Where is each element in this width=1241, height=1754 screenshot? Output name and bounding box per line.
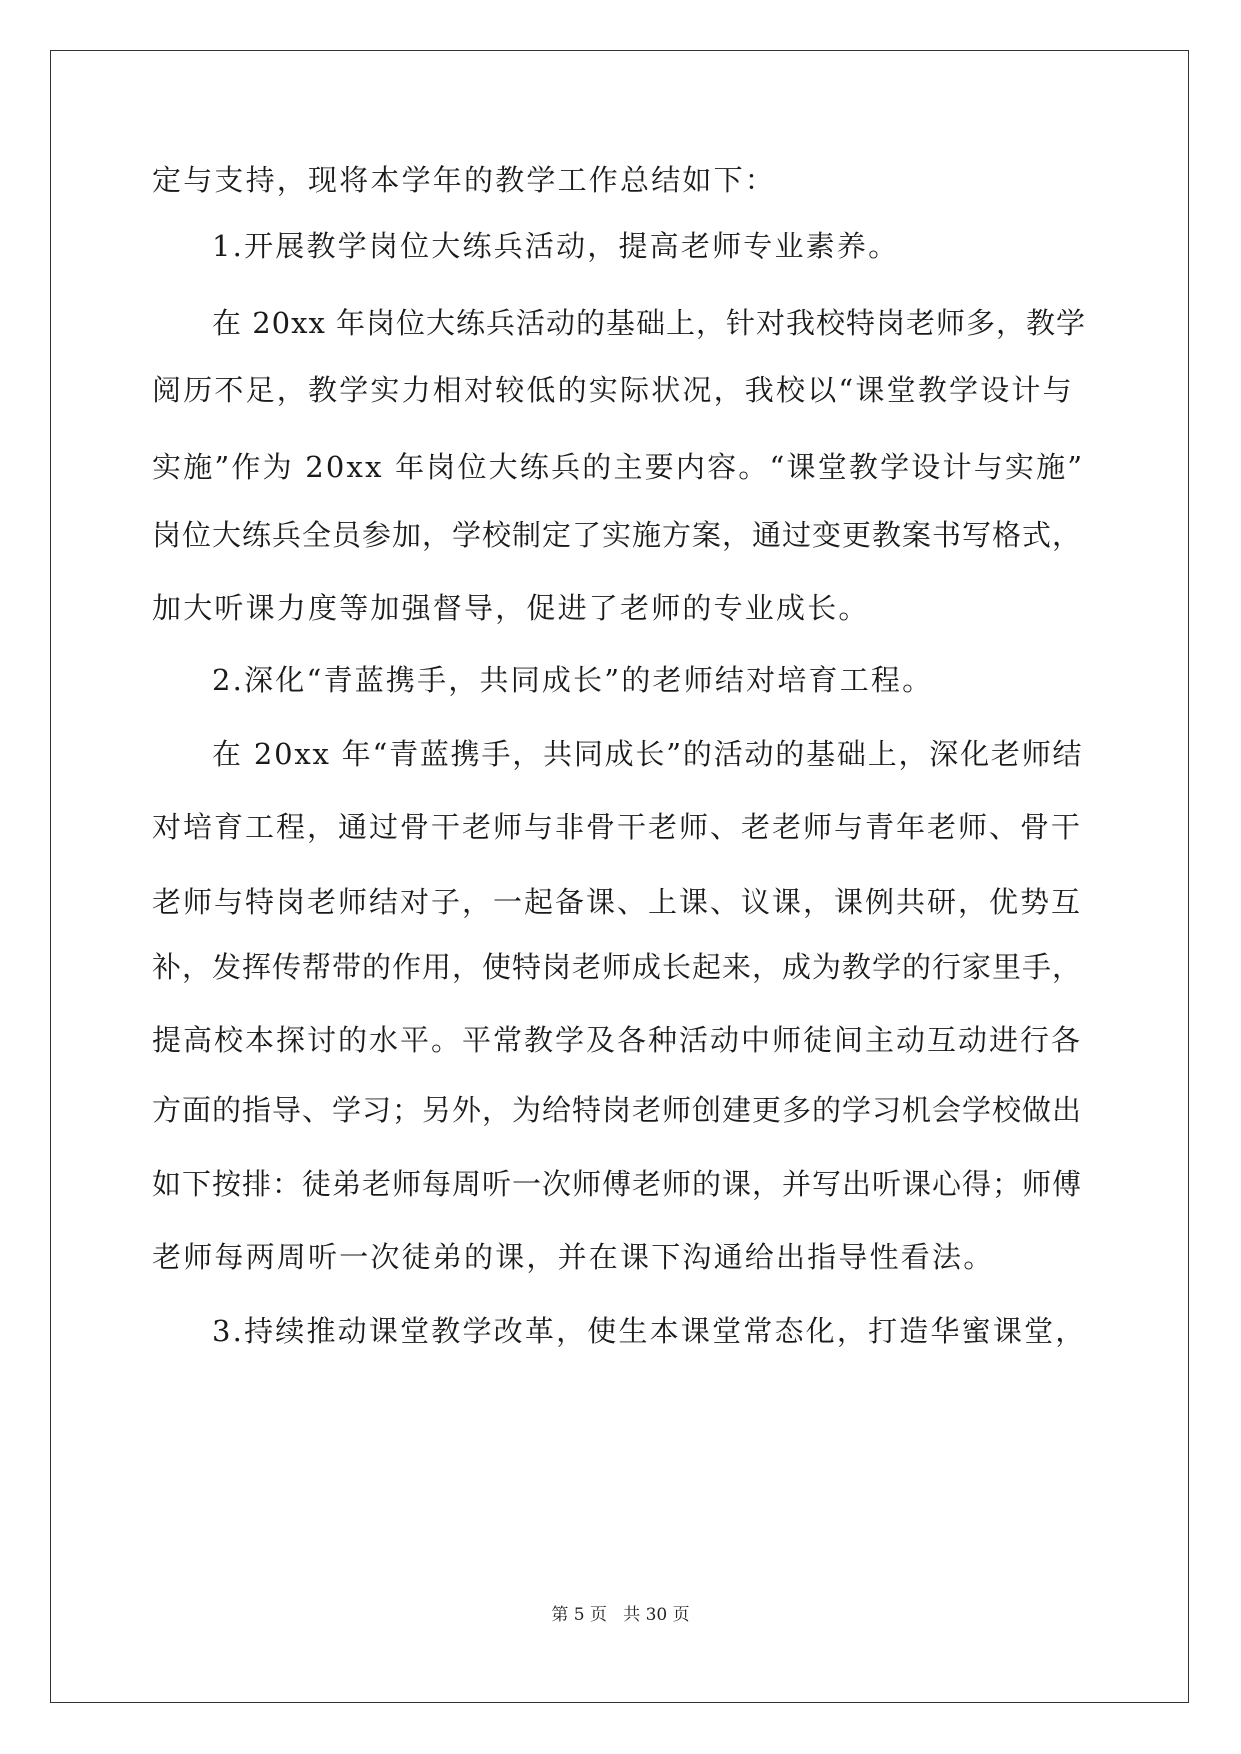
page-border xyxy=(50,50,1189,1703)
heading-1: 1.开展教学岗位大练兵活动，提高老师专业素养。 xyxy=(212,229,900,263)
text-line: 在 20xx 年岗位大练兵活动的基础上，针对我校特岗老师多，教学 xyxy=(212,306,1087,340)
text-line: 在 20xx 年“青蓝携手，共同成长”的活动的基础上，深化老师结 xyxy=(212,737,1084,771)
page-number: 第 5 页 共 30 页 xyxy=(551,1605,690,1625)
text-line: 如下按排：徒弟老师每周听一次师傅老师的课，并写出听课心得；师傅 xyxy=(152,1167,1083,1201)
text-line: 方面的指导、学习；另外，为给特岗老师创建更多的学习机会学校做出 xyxy=(152,1093,1083,1127)
text-line: 岗位大练兵全员参加，学校制定了实施方案，通过变更教案书写格式， xyxy=(152,518,1083,552)
text-line: 实施”作为 20xx 年岗位大练兵的主要内容。“课堂教学设计与实施” xyxy=(152,450,1085,484)
text-line: 阅历不足，教学实力相对较低的实际状况，我校以“课堂教学设计与 xyxy=(152,373,1074,407)
heading-2: 2.深化“青蓝携手，共同成长”的老师结对培育工程。 xyxy=(212,663,934,697)
text-line: 提高校本探讨的水平。平常教学及各种活动中师徒间主动互动进行各 xyxy=(152,1023,1083,1057)
text-line: 定与支持，现将本学年的教学工作总结如下： xyxy=(152,163,777,197)
heading-3: 3.持续推动课堂教学改革，使生本课堂常态化，打造华蜜课堂， xyxy=(212,1314,1087,1348)
text-line: 补，发挥传帮带的作用，使特岗老师成长起来，成为教学的行家里手， xyxy=(152,950,1083,984)
text-line: 对培育工程，通过骨干老师与非骨干老师、老老师与青年老师、骨干 xyxy=(152,810,1083,844)
text-line: 老师与特岗老师结对子，一起备课、上课、议课，课例共研，优势互 xyxy=(152,885,1083,919)
text-line: 老师每两周听一次徒弟的课，并在课下沟通给出指导性看法。 xyxy=(152,1240,995,1274)
text-line: 加大听课力度等加强督导，促进了老师的专业成长。 xyxy=(152,591,870,625)
